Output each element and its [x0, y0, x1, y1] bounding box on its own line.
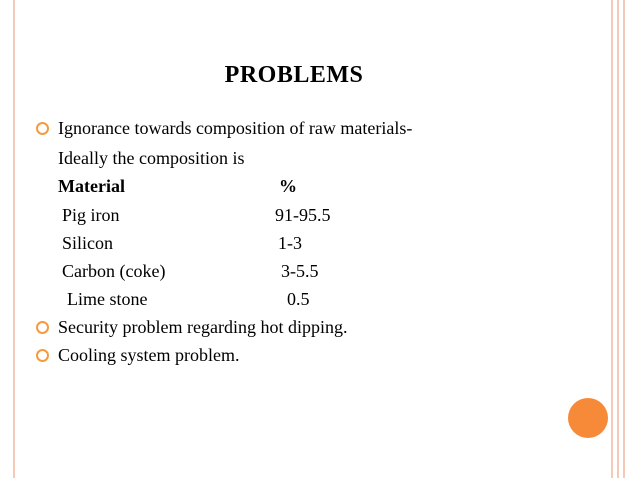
slide-title-text: PROBLEMS — [224, 62, 364, 88]
bullet-text-hot-dipping: Security problem regarding hot dipping. — [58, 317, 348, 337]
table-cell-percent: 1-3 — [278, 233, 302, 253]
bullet-text-cooling: Cooling system problem. — [58, 345, 240, 365]
table-header-percent: % — [279, 176, 297, 196]
table-cell-material: Lime stone — [67, 289, 148, 309]
table-cell-percent: 91-95.5 — [275, 205, 331, 225]
bullet-circle-icon — [36, 122, 49, 135]
table-cell-percent: 3-5.5 — [281, 261, 319, 281]
table-header-material: Material — [58, 176, 125, 196]
intro-line: Ideally the composition is — [58, 148, 245, 168]
table-cell-material: Carbon (coke) — [62, 261, 166, 281]
decorative-orange-circle-icon — [568, 398, 608, 438]
bullet-circle-icon — [36, 321, 49, 334]
bullet-circle-icon — [36, 349, 49, 362]
bullet-text-raw-materials: Ignorance towards composition of raw materials- — [58, 118, 413, 138]
table-cell-material: Pig iron — [62, 205, 120, 225]
table-cell-percent: 0.5 — [287, 289, 310, 309]
slide-title — [0, 62, 638, 89]
table-cell-material: Silicon — [62, 233, 114, 253]
